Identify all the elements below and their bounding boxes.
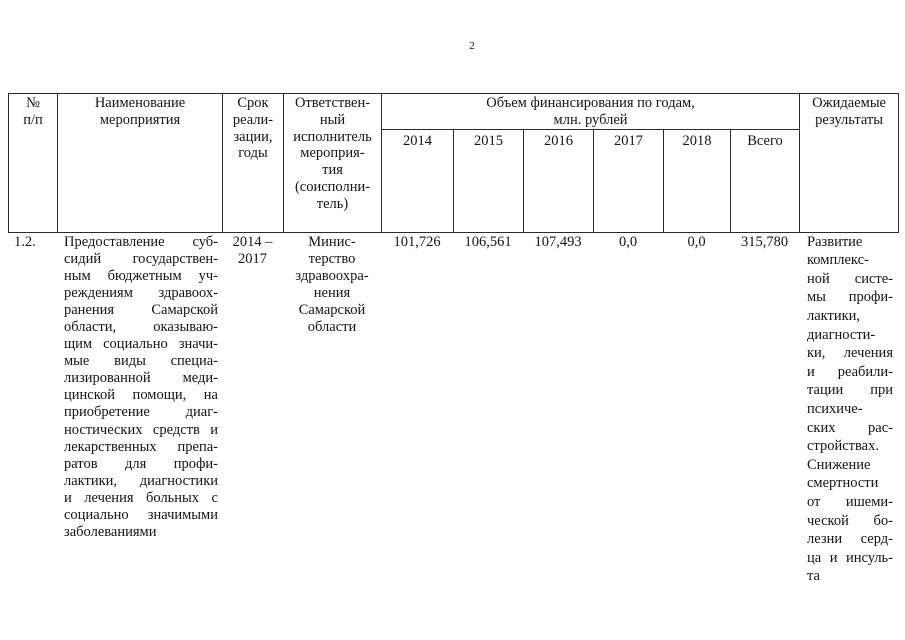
program-table-header	[8, 93, 899, 233]
funding-2018-value: 0,0	[687, 233, 706, 250]
text-line: ным бюджетным уч-	[64, 267, 218, 284]
header-year: 2015	[454, 129, 524, 232]
text-line: смертности	[807, 475, 879, 492]
header-text: Срок	[237, 95, 269, 111]
text-line: лизированной меди-	[64, 370, 218, 387]
text-line: ратов для профи-	[64, 455, 218, 472]
text-line: социально значимыми	[64, 507, 218, 523]
header-funding	[382, 94, 800, 130]
row-term	[222, 234, 283, 268]
page-number: 2	[469, 40, 475, 52]
funding-2016-value: 107,493	[534, 233, 582, 250]
text-line: ной систе-	[807, 270, 893, 287]
text-line: заболеваниями	[64, 524, 157, 541]
text-line: цинской помощи, на	[64, 387, 218, 404]
header-text: п/п	[23, 111, 43, 128]
text-line: области, оказываю-	[64, 318, 218, 335]
text-line: тации при	[807, 382, 893, 399]
header-text: тель)	[316, 195, 349, 212]
header-year: 2014	[382, 129, 454, 232]
header-year: 2016	[524, 129, 594, 232]
text-line: реждениям здравоох-	[64, 284, 218, 301]
text-line: стройствах.	[807, 438, 879, 455]
header-text: Ответствен-	[294, 95, 371, 111]
header-text: (соисполни-	[294, 178, 371, 195]
text-line: Снижение	[807, 456, 871, 473]
text-line: Минис-	[308, 233, 356, 250]
funding-total-value: 315,780	[740, 233, 789, 250]
text-line: Предоставление суб-	[64, 233, 218, 250]
row-activity-name	[64, 234, 218, 542]
text-line: ностических средств и	[64, 421, 218, 438]
text-line: здравоохра-	[295, 267, 369, 284]
header-text: результаты	[815, 111, 883, 128]
header-text: мероприя-	[300, 145, 365, 162]
header-results	[800, 94, 899, 233]
header-name	[58, 94, 223, 233]
funding-2015-value: 106,561	[464, 233, 512, 250]
text-line: ческой бо-	[807, 512, 893, 529]
text-line: ки, лечения	[807, 345, 893, 362]
text-line: ских рас-	[807, 419, 893, 436]
row-number: 1.2.	[14, 233, 36, 250]
text-line: области	[307, 318, 357, 335]
text-line: Самарской	[298, 301, 366, 318]
header-text: исполнитель	[293, 128, 372, 145]
funding-2017-value: 0,0	[618, 233, 638, 250]
header-total: Всего	[731, 129, 800, 232]
header-text: мероприятия	[99, 111, 181, 128]
header-text: Объем финансирования по годам,	[486, 95, 695, 111]
header-year: 2018	[664, 129, 731, 232]
header-number	[9, 94, 58, 233]
text-line: ца и инсуль-	[807, 549, 893, 566]
text-line: лактики, диагностики	[64, 472, 218, 489]
text-line: комплекс-	[807, 252, 869, 269]
header-text: Наименование	[94, 95, 186, 111]
row-expected-results	[807, 233, 893, 586]
header-text: ный	[319, 111, 346, 128]
text-line: лекарственных препа-	[64, 438, 218, 455]
text-line: мые виды специа-	[64, 353, 218, 370]
header-text: тия	[322, 162, 343, 179]
header-text: Ожидаемые	[812, 95, 886, 111]
header-term	[223, 94, 284, 233]
text-line: мы профи-	[807, 289, 893, 306]
text-line: и лечения больных с	[64, 489, 218, 506]
header-year: 2017	[594, 129, 664, 232]
text-line: терство	[308, 250, 356, 267]
text-line: лактики,	[807, 308, 861, 325]
text-line: 2017	[238, 250, 267, 267]
text-line: та	[807, 568, 820, 585]
text-line: щим социально значи-	[64, 336, 218, 353]
text-line: 2014 –	[232, 233, 273, 250]
text-line: Развитие	[807, 233, 863, 250]
text-line: диагности-	[807, 326, 876, 343]
text-line: психиче-	[807, 401, 863, 418]
text-line: лезни серд-	[807, 531, 893, 548]
text-line: приобретение диаг-	[64, 404, 218, 421]
header-text: годы	[238, 145, 268, 162]
text-line: и реабили-	[807, 363, 893, 380]
row-executor	[283, 234, 381, 337]
text-line: ранения Самарской	[64, 301, 218, 318]
funding-2014-value: 101,726	[393, 233, 441, 250]
header-text: млн. рублей	[553, 111, 628, 128]
header-text: реали-	[232, 111, 274, 128]
header-text: №	[26, 95, 40, 111]
text-line: нения	[313, 284, 351, 301]
text-line: от ишеми-	[807, 494, 893, 510]
text-line: сидий государствен-	[64, 250, 218, 267]
header-executor	[284, 94, 382, 233]
header-text: зации,	[233, 128, 273, 145]
